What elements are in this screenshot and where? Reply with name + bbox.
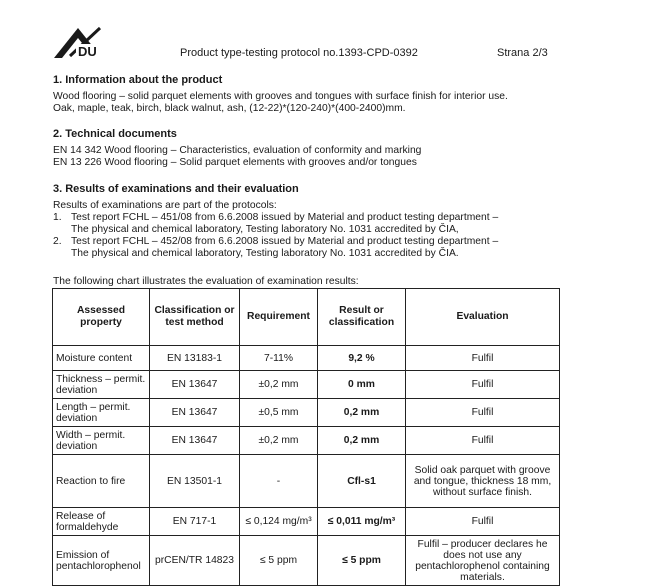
table-row xyxy=(53,346,560,371)
cell-method: EN 717-1 xyxy=(150,508,240,536)
cell-requirement: - xyxy=(240,455,318,508)
document-line-2: EN 13 226 Wood flooring – Solid parquet elements with grooves and/or tongues xyxy=(53,156,417,168)
product-line-2: Oak, maple, teak, birch, black walnut, ash, (12-22)*(120-240)*(400-2400)mm. xyxy=(53,102,406,114)
cell-requirement: ±0,2 mm xyxy=(240,427,318,455)
cell-requirement: ≤ 5 ppm xyxy=(240,536,318,586)
cell-evaluation: Fulfil xyxy=(406,346,560,371)
technical-documents xyxy=(53,145,421,168)
cell-requirement: 7-11% xyxy=(240,346,318,371)
chart-intro: The following chart illustrates the evaluation of examination results: xyxy=(53,276,359,287)
table-row xyxy=(53,536,560,586)
item-line-1: Test report FCHL – 452/08 from 6.6.2008 issued by Material and product testing department – xyxy=(71,236,499,247)
du-logo xyxy=(52,24,108,60)
protocols-intro: Results of examinations are part of the protocols: xyxy=(53,200,277,211)
cell-evaluation: Fulfil xyxy=(406,427,560,455)
cell-result: 0 mm xyxy=(318,371,406,399)
table-row xyxy=(53,455,560,508)
header-result: Result or classification xyxy=(318,289,406,346)
protocol-item xyxy=(53,236,498,260)
header-evaluation: Evaluation xyxy=(406,289,560,346)
cell-requirement: ±0,5 mm xyxy=(240,399,318,427)
cell-evaluation: Fulfil xyxy=(406,399,560,427)
cell-property: Thickness – permit. deviation xyxy=(53,371,150,399)
cell-method: EN 13647 xyxy=(150,427,240,455)
product-line-1: Wood flooring – solid parquet elements with grooves and tongues with surface finish for interior use. xyxy=(53,91,508,102)
cell-property: Width – permit. deviation xyxy=(53,427,150,455)
cell-result: Cfl-s1 xyxy=(318,455,406,508)
section-3-heading: 3. Results of examinations and their evaluation xyxy=(53,183,299,195)
cell-method: EN 13647 xyxy=(150,399,240,427)
item-number: 2. xyxy=(53,236,62,247)
item-line-2: The physical and chemical laboratory, Testing laboratory No. 1031 accredited by ČIA, xyxy=(71,224,459,235)
header-requirement: Requirement xyxy=(240,289,318,346)
table-row xyxy=(53,371,560,399)
cell-evaluation: Fulfil xyxy=(406,508,560,536)
item-number: 1. xyxy=(53,212,62,223)
cell-result: ≤ 5 ppm xyxy=(318,536,406,586)
document-title: Product type-testing protocol no.1393-CPD-0392 xyxy=(180,47,418,59)
results-table xyxy=(52,288,560,586)
document-line-1: EN 14 342 Wood flooring – Characteristics, evaluation of conformity and marking xyxy=(53,145,422,156)
cell-property: Emission of pentachlorophenol xyxy=(53,536,150,586)
item-line-2: The physical and chemical laboratory, Testing laboratory No. 1031 accredited by ČIA. xyxy=(71,248,459,259)
cell-evaluation: Fulfil xyxy=(406,371,560,399)
item-line-1: Test report FCHL – 451/08 from 6.6.2008 issued by Material and product testing department – xyxy=(71,212,499,223)
product-description xyxy=(53,91,508,114)
section-1-heading: 1. Information about the product xyxy=(53,74,223,86)
cell-requirement: ±0,2 mm xyxy=(240,371,318,399)
protocol-list xyxy=(53,212,498,260)
table-row xyxy=(53,508,560,536)
protocol-item xyxy=(53,212,498,236)
cell-method: EN 13501-1 xyxy=(150,455,240,508)
cell-method: EN 13647 xyxy=(150,371,240,399)
cell-property: Moisture content xyxy=(53,346,150,371)
cell-property: Length – permit. deviation xyxy=(53,399,150,427)
cell-property: Release of formaldehyde xyxy=(53,508,150,536)
cell-requirement: ≤ 0,124 mg/m³ xyxy=(240,508,318,536)
header-assessed-property: Assessed property xyxy=(53,289,150,346)
header-classification: Classification or test method xyxy=(150,289,240,346)
section-2-heading: 2. Technical documents xyxy=(53,128,177,140)
table-row xyxy=(53,399,560,427)
cell-evaluation: Solid oak parquet with groove and tongue, thickness 18 mm, without surface finish. xyxy=(406,455,560,508)
table-row xyxy=(53,427,560,455)
cell-result: ≤ 0,011 mg/m³ xyxy=(318,508,406,536)
cell-result: 9,2 % xyxy=(318,346,406,371)
cell-property: Reaction to fire xyxy=(53,455,150,508)
cell-evaluation: Fulfil – producer declares he does not use any pentachlorophenol containing materials. xyxy=(406,536,560,586)
page-number: Strana 2/3 xyxy=(497,47,548,59)
cell-method: EN 13183-1 xyxy=(150,346,240,371)
svg-text:DU: DU xyxy=(78,44,97,59)
table-header-row xyxy=(53,289,560,346)
cell-result: 0,2 mm xyxy=(318,399,406,427)
cell-method: prCEN/TR 14823 xyxy=(150,536,240,586)
cell-result: 0,2 mm xyxy=(318,427,406,455)
